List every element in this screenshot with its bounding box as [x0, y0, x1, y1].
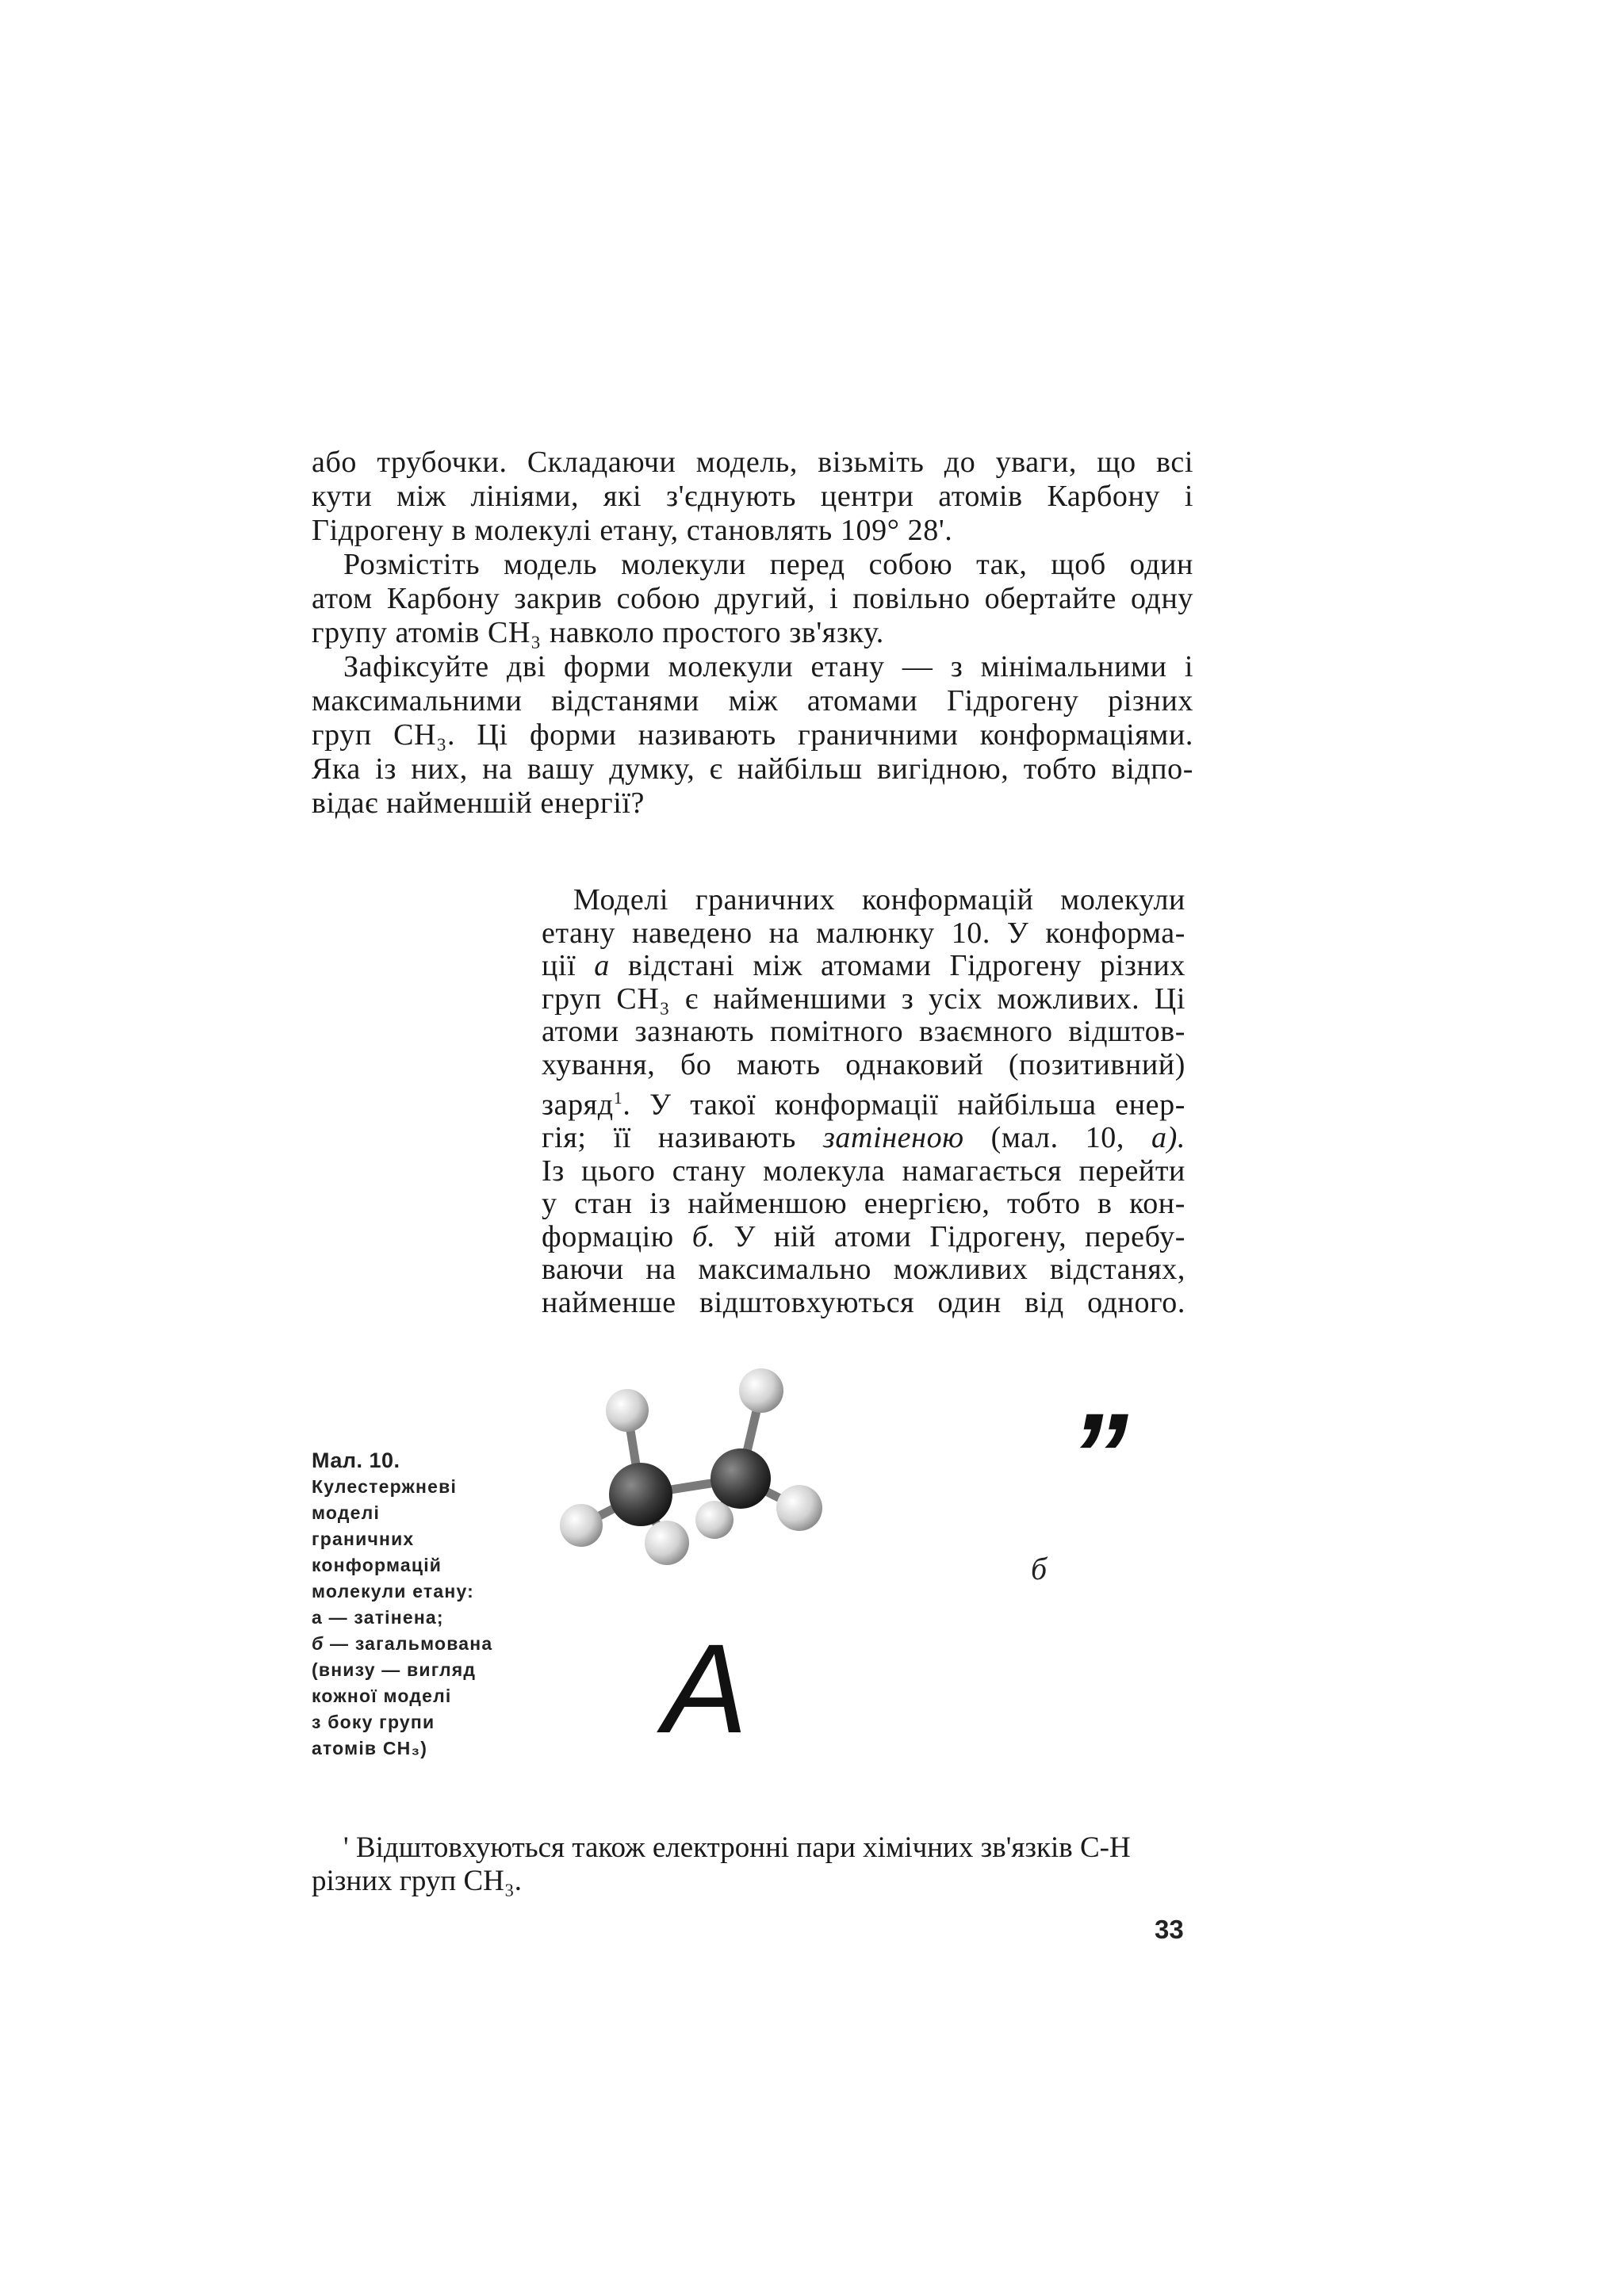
- text-fragment: У ній атоми Гідрогену, перебу-: [715, 1219, 1185, 1253]
- text-line: [542, 1081, 1185, 1122]
- right-paragraph: [542, 884, 1185, 1319]
- text-line: [542, 884, 1185, 917]
- text-line: максимальними відстанями між атомами Гідрогену різних: [312, 684, 1193, 718]
- paragraph-fix: [312, 650, 1193, 821]
- text-fragment: . У такої конформації найбільша енер-: [622, 1088, 1185, 1122]
- caption-line: (внизу — вигляд: [312, 1659, 477, 1680]
- caption-b-letter: б: [312, 1633, 324, 1654]
- caption-line: моделі: [312, 1502, 381, 1523]
- italic-term: а).: [1151, 1121, 1185, 1155]
- text-line: [542, 983, 1185, 1016]
- text-line: [542, 1188, 1185, 1221]
- text-line: груп CH₃. Ці форми називають граничними конформаціями.: [312, 718, 1193, 752]
- caption-line: Кулестержневі: [312, 1476, 458, 1497]
- caption-line: а — затінена;: [312, 1607, 444, 1628]
- text-line: [542, 1287, 1185, 1320]
- caption-line: граничних: [312, 1529, 415, 1549]
- top-text: [312, 446, 1193, 821]
- footnote-line: ' Відштовхуються також електронні пари хімічних зв'язків С-Н: [343, 1831, 1131, 1864]
- text-fragment: атоми зазнають помітного взаємного відштов-: [542, 1015, 1185, 1048]
- text-line: Розмістіть модель молекули перед собою так, щоб один: [343, 548, 1193, 581]
- ethane-model-image: [555, 1364, 841, 1594]
- text-line: Зафіксуйте дві форми молекули етану — з мінімальними і: [343, 650, 1193, 683]
- caption-line: молекули етану:: [312, 1581, 475, 1601]
- text-fragment: Моделі граничних конформацій молекули: [573, 883, 1185, 916]
- footnote-line: різних груп CH₃.: [312, 1865, 523, 1897]
- text-fragment: ції: [542, 949, 595, 982]
- text-fragment: найменше відштовхуються один від одного.: [542, 1285, 1185, 1319]
- italic-term: затіненою: [823, 1121, 964, 1155]
- text-line: Гідрогену в молекулі етану, становлять 109° 28'.: [312, 514, 953, 547]
- text-fragment: у стан із найменшою енергією, тобто в кон-: [542, 1187, 1185, 1221]
- text-fragment: хування, бо мають однаковий (позитивний): [542, 1047, 1185, 1081]
- figure-label-b: б: [1031, 1551, 1048, 1586]
- text-fragment: Із цього стану молекула намагається перейти: [542, 1154, 1185, 1188]
- text-fragment: гія; її називають: [542, 1121, 823, 1155]
- hydrogen-atom: [695, 1501, 733, 1539]
- page-number: 33: [1155, 1915, 1184, 1944]
- text-fragment: етану наведено на малюнку 10. У конформа-: [542, 916, 1185, 950]
- paragraph-rotate: [312, 548, 1193, 650]
- caption-line: кожної моделі: [312, 1686, 452, 1706]
- text-fragment: формацію: [542, 1219, 692, 1253]
- quote-mark: ”: [1069, 1388, 1128, 1521]
- caption-line: [312, 1631, 550, 1657]
- text-line: кути між лініями, які з'єднують центри атомів Карбону і: [312, 480, 1193, 513]
- hydrogen-atom: [776, 1485, 822, 1531]
- text-line: [542, 1049, 1185, 1082]
- text-line: атом Карбону закрив собою другий, і повільно обертайте одну: [312, 582, 1193, 615]
- text-line: [542, 1221, 1185, 1254]
- footnote-marker: 1: [613, 1088, 623, 1108]
- text-fragment: відстані між атомами Гідрогену різних: [609, 949, 1185, 982]
- figure-label-a: A: [663, 1617, 748, 1759]
- text-line: [542, 1253, 1185, 1287]
- text-fragment: заряд: [542, 1088, 614, 1122]
- carbon-atom: [710, 1448, 771, 1509]
- text-fragment: груп CH₃ є найменшими з усіх можливих. Ці: [542, 982, 1185, 1016]
- text-line: [542, 1122, 1185, 1155]
- caption-line: з боку групи: [312, 1712, 435, 1732]
- hydrogen-atom: [606, 1389, 649, 1432]
- italic-term: а: [594, 949, 610, 982]
- text-fragment: ваючи на максимально можливих відстанях,: [542, 1253, 1185, 1287]
- hydrogen-atom: [739, 1368, 783, 1413]
- text-line: або трубочки. Складаючи модель, візьміть до уваги, що всі: [312, 446, 1193, 479]
- hydrogen-atom: [560, 1504, 603, 1547]
- text-line: відає найменшій енергії?: [312, 786, 645, 820]
- text-line: групу атомів CH₃ навколо простого зв'язку.: [312, 616, 884, 649]
- carbon-atom: [609, 1463, 672, 1526]
- text-line: Яка із них, на вашу думку, є найбільш вигідною, тобто відпо-: [312, 752, 1193, 786]
- text-line: [542, 917, 1185, 951]
- footnote: [312, 1831, 1193, 1898]
- paragraph-intro: [312, 446, 1193, 548]
- caption-b-rest: — загальмована: [324, 1633, 493, 1654]
- hydrogen-atom: [645, 1521, 689, 1565]
- text-fragment: (мал. 10,: [963, 1121, 1152, 1155]
- caption-line: конформацій: [312, 1555, 442, 1575]
- text-line: [542, 1016, 1185, 1049]
- figure-caption: [312, 1448, 550, 1762]
- italic-term: б.: [691, 1219, 716, 1253]
- caption-title: Мал. 10.: [312, 1448, 400, 1472]
- caption-line: атомів CH₃): [312, 1738, 428, 1758]
- text-line: [542, 1155, 1185, 1188]
- text-line: [542, 950, 1185, 983]
